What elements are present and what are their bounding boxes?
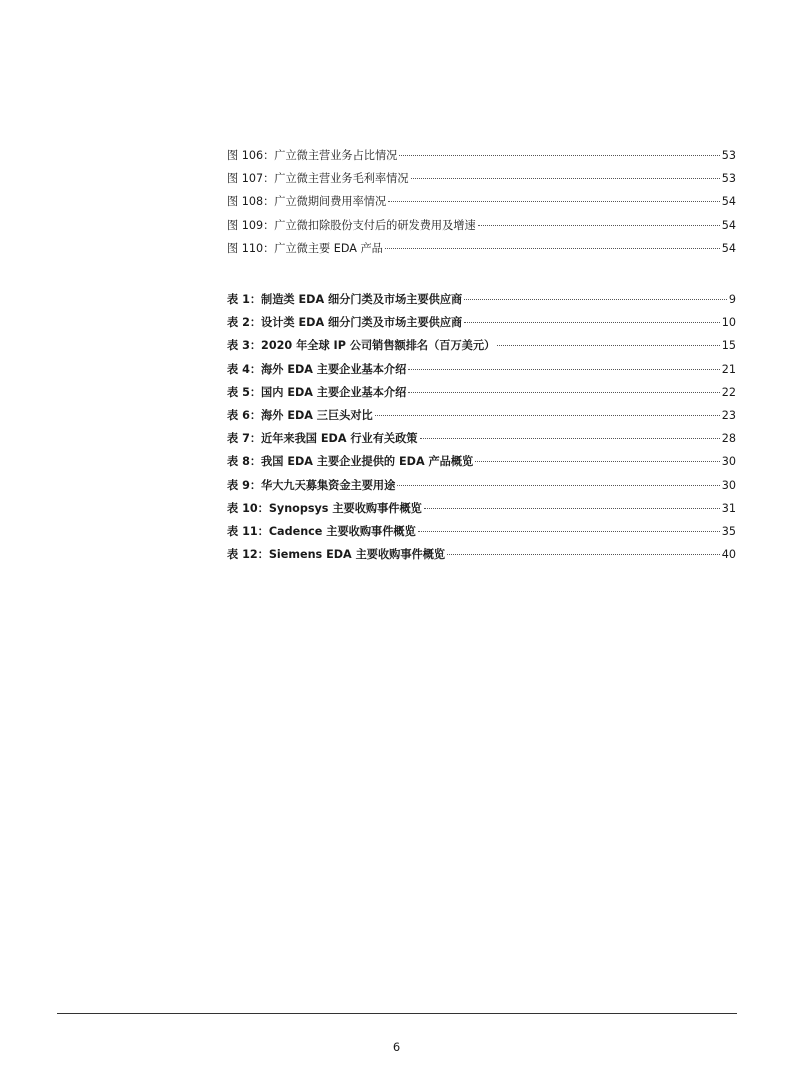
toc-entry-label: 表 9：华大九天募集资金主要用途 <box>227 478 396 492</box>
toc-entry-label: 图 107：广立微主营业务毛利率情况 <box>227 172 409 186</box>
toc-leader <box>420 438 720 439</box>
toc-entry[interactable] <box>227 167 736 190</box>
toc-entry[interactable] <box>227 497 736 520</box>
toc-entry-label: 图 106：广立微主营业务占比情况 <box>227 149 398 162</box>
toc-leader <box>397 485 719 486</box>
toc-leader <box>388 201 720 202</box>
page-number: 6 <box>392 1040 401 1054</box>
toc-entry-page: 21 <box>721 362 736 376</box>
toc-leader <box>478 225 720 226</box>
toc-entry-label: 表 6：海外 EDA 三巨头对比 <box>227 408 373 422</box>
toc-entry[interactable] <box>227 311 736 334</box>
toc-entry[interactable] <box>227 358 736 381</box>
toc-entry-label: 图 108：广立微期间费用率情况 <box>227 195 387 209</box>
toc-entry-label: 图 109：广立微扣除股份支付后的研发费用及增速 <box>227 218 476 232</box>
footer-divider <box>57 1013 737 1014</box>
toc-entry-page: 30 <box>721 478 736 492</box>
table-index <box>227 288 736 566</box>
toc-entry[interactable] <box>227 144 736 167</box>
toc-entry[interactable] <box>227 214 736 237</box>
toc-entry-page: 30 <box>721 455 736 469</box>
toc-leader <box>475 461 720 462</box>
toc-leader <box>408 392 719 393</box>
toc-leader <box>385 248 720 249</box>
toc-entry-label: 表 3：2020 年全球 IP 公司销售额排名（百万美元） <box>227 339 496 353</box>
toc-leader <box>411 178 720 179</box>
toc-entry-page: 15 <box>721 339 736 353</box>
toc-leader <box>464 299 727 300</box>
toc-entry-page: 22 <box>721 385 736 399</box>
toc-entry-page: 28 <box>721 432 736 446</box>
toc-entry-page: 54 <box>721 241 736 255</box>
toc-entry-page: 53 <box>721 149 736 162</box>
toc-entry-page: 23 <box>721 408 736 422</box>
toc-entry[interactable] <box>227 334 736 357</box>
toc-leader <box>408 369 719 370</box>
toc-entry-label: 表 5：国内 EDA 主要企业基本介绍 <box>227 385 407 399</box>
toc-leader <box>497 345 720 346</box>
toc-entry-label: 表 2：设计类 EDA 细分门类及市场主要供应商 <box>227 316 463 330</box>
toc-entry[interactable] <box>227 288 736 311</box>
toc-entry-label: 表 11：Cadence 主要收购事件概览 <box>227 524 416 538</box>
toc-entry[interactable] <box>227 520 736 543</box>
toc-entry[interactable] <box>227 450 736 473</box>
toc-entry[interactable] <box>227 190 736 213</box>
toc-entry-page: 54 <box>721 218 736 232</box>
toc-leader <box>447 554 720 555</box>
toc-entry[interactable] <box>227 404 736 427</box>
toc-entry-page: 53 <box>721 172 736 186</box>
toc-entry[interactable] <box>227 543 736 566</box>
toc-leader <box>424 508 720 509</box>
toc-entry[interactable] <box>227 381 736 404</box>
toc-entry-label: 表 8：我国 EDA 主要企业提供的 EDA 产品概览 <box>227 455 474 469</box>
toc-entry[interactable] <box>227 474 736 497</box>
toc-entry-page: 35 <box>721 524 736 538</box>
toc-entry-label: 表 1：制造类 EDA 细分门类及市场主要供应商 <box>227 293 463 306</box>
toc-entry-page: 10 <box>721 316 736 330</box>
toc-leader <box>464 322 720 323</box>
toc-entry-label: 图 110：广立微主要 EDA 产品 <box>227 241 383 255</box>
toc-entry-page: 40 <box>721 548 736 562</box>
toc-entry[interactable] <box>227 237 736 260</box>
toc-leader <box>399 155 719 156</box>
toc-entry-page: 31 <box>721 501 736 515</box>
toc-entry-label: 表 7：近年来我国 EDA 行业有关政策 <box>227 432 418 446</box>
toc-leader <box>418 531 720 532</box>
toc-entry[interactable] <box>227 427 736 450</box>
toc-entry-label: 表 4：海外 EDA 主要企业基本介绍 <box>227 362 407 376</box>
toc-entry-page: 9 <box>728 293 736 306</box>
toc-entry-page: 54 <box>721 195 736 209</box>
toc-entry-label: 表 10：Synopsys 主要收购事件概览 <box>227 501 422 515</box>
toc-leader <box>375 415 720 416</box>
toc-entry-label: 表 12：Siemens EDA 主要收购事件概览 <box>227 548 446 562</box>
figure-index <box>227 144 736 260</box>
